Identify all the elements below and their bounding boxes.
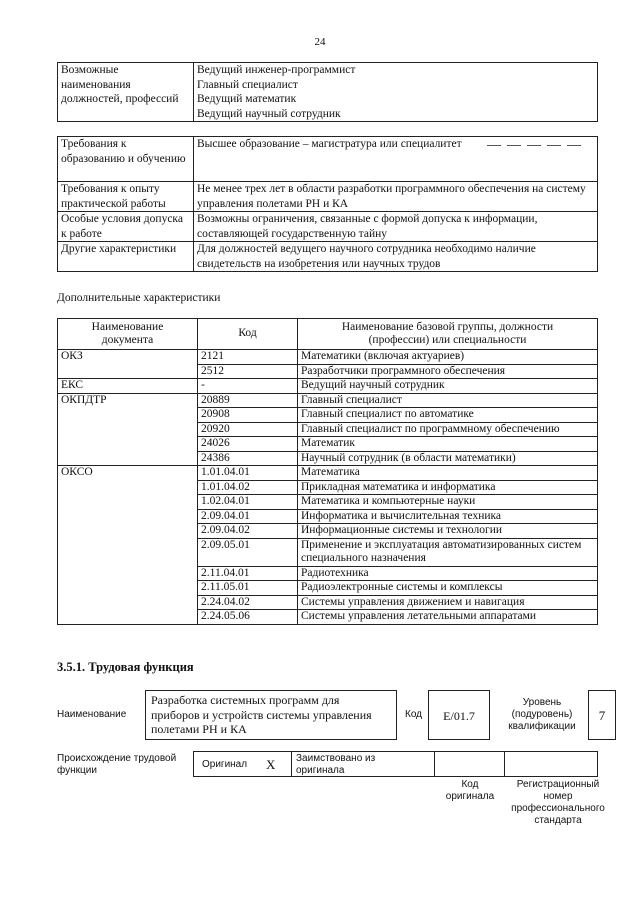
- code-cell: 2.24.05.06: [198, 610, 298, 625]
- requirement-label: Другие характеристики: [58, 242, 194, 272]
- position-item: Главный специалист: [197, 78, 298, 91]
- header-code: Код: [198, 319, 298, 350]
- reg-number-label: Регистрационный номер профессионального стандарта: [511, 779, 605, 826]
- function-code-box: E/01.7: [428, 690, 490, 740]
- original-mark: X: [266, 757, 276, 772]
- name-cell: Разработчики программного обеспечения: [298, 364, 598, 379]
- position-item: Ведущий математик: [197, 93, 297, 105]
- header-name: Наименование базовой группы, должности (профессии) или специальности: [298, 319, 598, 350]
- name-cell: Радиоэлектронные системы и комплексы: [298, 581, 598, 596]
- name-cell: Главный специалист по автоматике: [298, 408, 598, 423]
- requirement-row: [58, 182, 598, 212]
- code-cell: -: [198, 379, 298, 394]
- name-cell: Математика: [298, 466, 598, 481]
- requirement-value: Для должностей ведущего научного сотрудника необходимо наличие свидетельств на изобретения или научных трудов: [194, 242, 598, 272]
- code-cell: 20920: [198, 422, 298, 437]
- doc-cell: ЕКС: [58, 379, 198, 394]
- name-cell: Системы управления движением и навигация: [298, 595, 598, 610]
- header-row: [58, 319, 598, 350]
- code-label: Код: [405, 709, 423, 720]
- code-cell: 2512: [198, 364, 298, 379]
- borrowed-label: Заимствовано из оригинала: [296, 753, 376, 776]
- requirement-label: Требования к образованию и обучению: [58, 137, 194, 182]
- name-cell: Системы управления летательными аппаратами: [298, 610, 598, 625]
- requirement-value: Возможны ограничения, связанные с формой допуска к информации, составляющей государственную тайну: [194, 212, 598, 242]
- code-cell: 24026: [198, 437, 298, 452]
- requirement-row: [58, 212, 598, 242]
- name-cell: Математик: [298, 437, 598, 452]
- requirements-table: [57, 136, 598, 272]
- name-cell: Информационные системы и технологии: [298, 524, 598, 539]
- level-label: Уровень (подуровень) квалификации: [508, 697, 576, 732]
- name-cell: Применение и эксплуатация автоматизированных систем специального назначения: [298, 538, 598, 566]
- table-row: [58, 393, 598, 408]
- code-cell: 2.09.05.01: [198, 538, 298, 566]
- name-cell: Математики (включая актуариев): [298, 350, 598, 365]
- requirement-value: Не менее трех лет в области разработки программного обеспечения на систему управления полетами РН и КА: [194, 182, 598, 212]
- code-cell: 2.11.05.01: [198, 581, 298, 596]
- code-cell: 20889: [198, 393, 298, 408]
- code-original-label: Код оригинала: [445, 779, 495, 802]
- name-label: Наименование: [57, 709, 127, 720]
- dash-line: [487, 133, 587, 134]
- name-cell: Радиотехника: [298, 566, 598, 581]
- code-cell: 1.01.04.02: [198, 480, 298, 495]
- original-label: Оригинал: [202, 759, 248, 770]
- name-cell: Информатика и вычислительная техника: [298, 509, 598, 524]
- table-row: [58, 350, 598, 365]
- positions-table: [57, 62, 598, 122]
- code-cell: 1.01.04.01: [198, 466, 298, 481]
- name-cell: Прикладная математика и информатика: [298, 480, 598, 495]
- code-cell: 2.11.04.01: [198, 566, 298, 581]
- name-cell: Научный сотрудник (в области математики): [298, 451, 598, 466]
- doc-cell: ОКПДТР: [58, 393, 198, 466]
- origin-label: Происхождение трудовой функции: [57, 753, 177, 776]
- position-item: Ведущий научный сотрудник: [197, 107, 341, 120]
- additional-table: [57, 318, 598, 625]
- requirement-label: Требования к опыту практической работы: [58, 182, 194, 212]
- code-cell: 1.02.04.01: [198, 495, 298, 510]
- origin-row: [193, 751, 598, 777]
- table-row: [58, 466, 598, 481]
- section-title: 3.5.1. Трудовая функция: [57, 660, 194, 674]
- page-number: 24: [314, 36, 326, 48]
- code-cell: 2.24.04.02: [198, 595, 298, 610]
- name-cell: Математика и компьютерные науки: [298, 495, 598, 510]
- code-cell: 24386: [198, 451, 298, 466]
- code-cell: 2121: [198, 350, 298, 365]
- code-cell: 20908: [198, 408, 298, 423]
- table-row: [58, 379, 598, 394]
- function-name-box: Разработка системных программ для приборов и устройств системы управления полетами РН и КА: [145, 690, 397, 740]
- code-cell: 2.09.04.01: [198, 509, 298, 524]
- requirement-row: [58, 137, 598, 182]
- name-cell: Ведущий научный сотрудник: [298, 379, 598, 394]
- doc-cell: ОКЗ: [58, 350, 198, 379]
- requirement-row: [58, 242, 598, 272]
- name-cell: Главный специалист: [298, 393, 598, 408]
- requirement-label: Особые условия допуска к работе: [58, 212, 194, 242]
- doc-cell: ОКСО: [58, 466, 198, 625]
- code-cell: 2.09.04.02: [198, 524, 298, 539]
- level-value-box: 7: [588, 690, 616, 740]
- position-item: Ведущий инженер-программист: [197, 64, 356, 76]
- positions-label: Возможные наименования должностей, профессий: [58, 63, 194, 122]
- requirement-value: Высшее образование – магистратура или специалитет: [194, 137, 598, 182]
- header-doc: Наименование документа: [58, 319, 198, 350]
- name-cell: Главный специалист по программному обеспечению: [298, 422, 598, 437]
- positions-values: [194, 63, 598, 122]
- additional-title: Дополнительные характеристики: [57, 292, 221, 304]
